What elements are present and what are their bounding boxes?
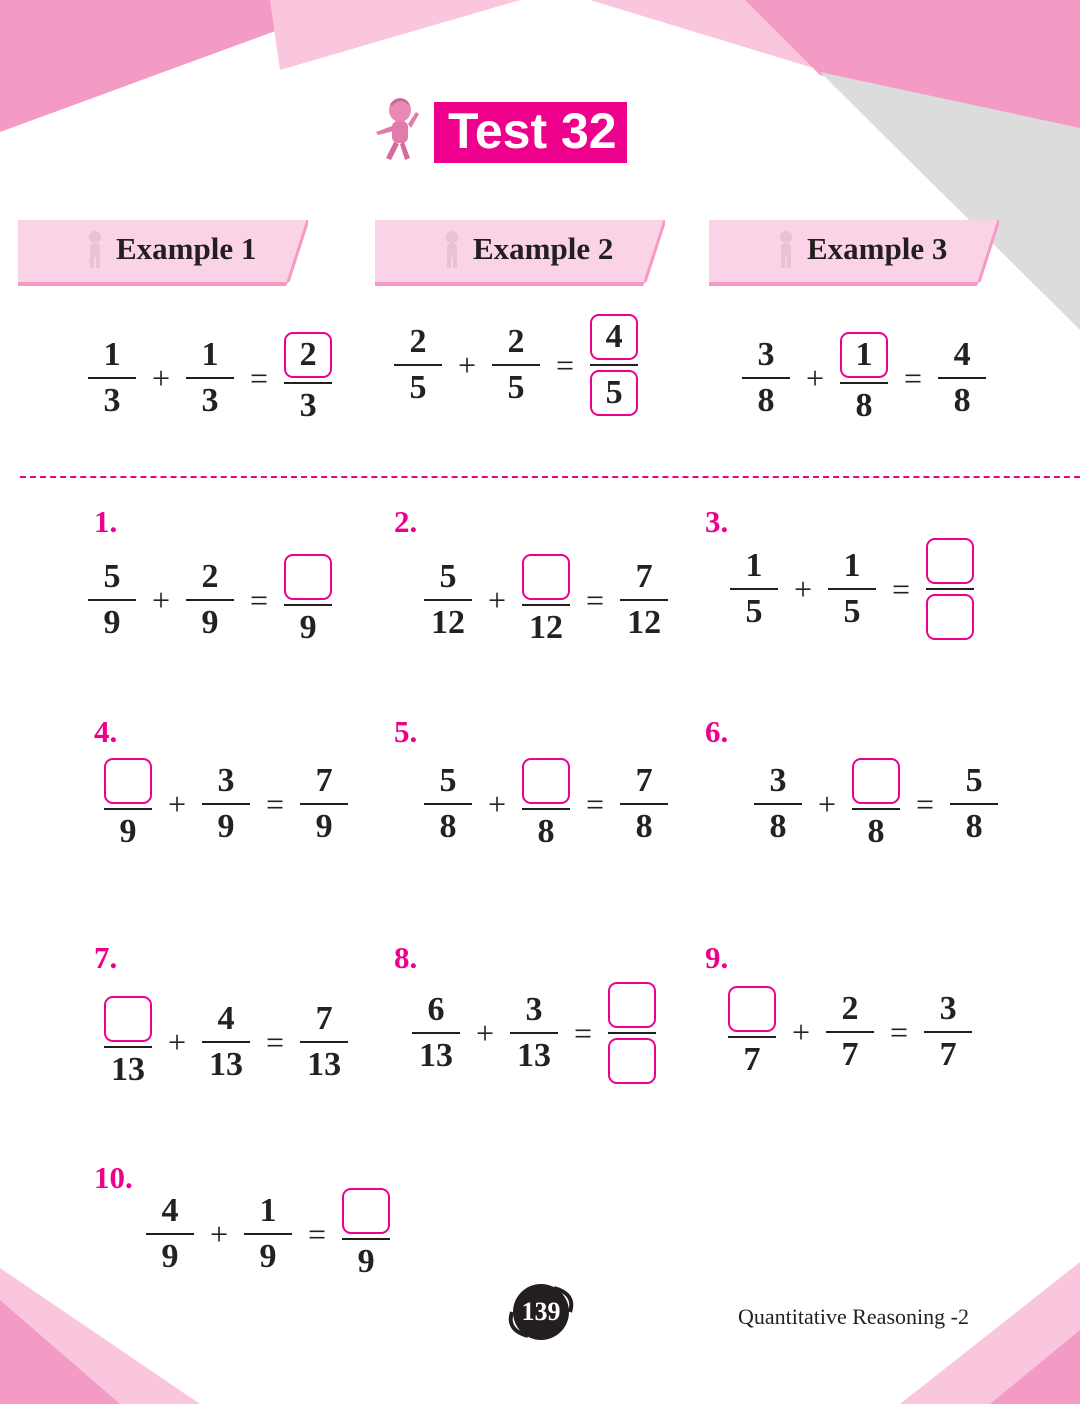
numerator: 4: [953, 336, 971, 373]
problem-equation-3: [730, 536, 974, 642]
fraction-bar: [202, 1041, 250, 1043]
fraction-bar: [950, 803, 998, 805]
fraction-bar: [424, 803, 472, 805]
fraction: [620, 761, 668, 847]
plus-sign: +: [792, 1013, 811, 1050]
numerator: 7: [635, 762, 653, 799]
fraction: [424, 557, 472, 643]
fraction: [852, 756, 900, 852]
fraction: [244, 1191, 292, 1277]
fraction: [284, 552, 332, 648]
equals-sign: =: [892, 570, 911, 607]
plus-sign: +: [210, 1215, 229, 1252]
answer-box: 1: [840, 332, 888, 378]
fraction: [394, 322, 442, 408]
denominator: 12: [529, 609, 564, 646]
denominator: 8: [867, 813, 885, 850]
denominator: 13: [517, 1037, 552, 1074]
equals-sign: =: [308, 1215, 327, 1252]
fraction-bar: [146, 1233, 194, 1235]
mascot-icon: [370, 96, 426, 168]
numerator: 5: [439, 762, 457, 799]
numerator: 1: [843, 547, 861, 584]
fraction: [590, 312, 638, 418]
page-title: Test 32: [434, 102, 627, 163]
numerator: 7: [315, 1000, 333, 1037]
fraction-bar: [284, 604, 332, 606]
denominator: 8: [537, 813, 555, 850]
example-equation-2: [394, 312, 638, 418]
answer-input-box[interactable]: [104, 758, 152, 804]
numerator: 1: [201, 336, 219, 373]
plus-sign: +: [476, 1014, 495, 1051]
numerator: 2: [201, 558, 219, 595]
fraction: [938, 335, 986, 421]
fraction-bar: [412, 1032, 460, 1034]
problem-equation-8: [412, 980, 656, 1086]
equals-sign: =: [250, 359, 269, 396]
fraction-bar: [186, 599, 234, 601]
numerator: 5: [965, 762, 983, 799]
fraction-bar: [300, 803, 348, 805]
footer-text: Quantitative Reasoning -2: [738, 1304, 969, 1329]
numerator: 7: [315, 762, 333, 799]
numerator: 1: [259, 1192, 277, 1229]
problem-number: 9.: [705, 940, 729, 975]
page-number: 139: [521, 1297, 561, 1326]
fraction: [730, 546, 778, 632]
problem-number: 2.: [394, 504, 418, 539]
denominator: 5: [507, 369, 525, 406]
example-label: Example 2: [473, 231, 614, 266]
denominator: 9: [119, 813, 137, 850]
denominator: 9: [299, 609, 317, 646]
fraction: [300, 999, 348, 1085]
fraction: [926, 536, 974, 642]
numerator: 3: [769, 762, 787, 799]
fraction-bar: [510, 1032, 558, 1034]
equals-sign: =: [586, 581, 605, 618]
numerator: 3: [757, 336, 775, 373]
fraction-bar: [852, 808, 900, 810]
fraction-bar: [186, 377, 234, 379]
denominator: 9: [201, 604, 219, 641]
numerator: 2: [409, 323, 427, 360]
page-number-badge: [506, 1282, 576, 1342]
problem-number: 4.: [94, 714, 118, 749]
problem-number: 5.: [394, 714, 418, 749]
problem-number: 10.: [94, 1160, 133, 1195]
numerator: 3: [939, 990, 957, 1027]
fraction-bar: [620, 803, 668, 805]
problem-number: 7.: [94, 940, 118, 975]
plus-sign: +: [168, 785, 187, 822]
fraction-bar: [924, 1031, 972, 1033]
fraction-bar: [938, 377, 986, 379]
answer-input-box[interactable]: [284, 554, 332, 600]
answer-input-box[interactable]: [522, 758, 570, 804]
answer-input-box[interactable]: [522, 554, 570, 600]
fraction: [146, 1191, 194, 1277]
numerator: 1: [103, 336, 121, 373]
fraction: [186, 335, 234, 421]
numerator: 2: [507, 323, 525, 360]
fraction: [300, 761, 348, 847]
fraction-bar: [284, 382, 332, 384]
denominator: 7: [743, 1041, 761, 1078]
denominator: 8: [965, 808, 983, 845]
fraction: [522, 756, 570, 852]
denominator: 8: [757, 382, 775, 419]
fraction-bar: [300, 1041, 348, 1043]
denominator: 13: [307, 1046, 342, 1083]
fraction: [284, 330, 332, 426]
fraction-bar: [620, 599, 668, 601]
denominator: 9: [161, 1238, 179, 1275]
fraction: [840, 330, 888, 426]
denominator: 5: [843, 593, 861, 630]
plus-sign: +: [488, 581, 507, 618]
fraction: [620, 557, 668, 643]
equals-sign: =: [574, 1014, 593, 1051]
fraction-bar: [728, 1036, 776, 1038]
equals-sign: =: [904, 359, 923, 396]
fraction-bar: [590, 364, 638, 366]
denominator: 9: [315, 808, 333, 845]
problem-equation-4: [104, 756, 348, 852]
denominator: 13: [111, 1051, 145, 1088]
fraction-bar: [926, 588, 974, 590]
title-area: [370, 92, 627, 172]
fraction-bar: [828, 588, 876, 590]
equals-sign: =: [556, 346, 575, 383]
problem-equation-5: [424, 756, 668, 852]
answer-input-box[interactable]: [342, 1188, 390, 1234]
fraction: [826, 989, 874, 1075]
mascot-icon: [441, 230, 463, 270]
denominator: 7: [841, 1036, 859, 1073]
plus-sign: +: [794, 570, 813, 607]
fraction: [202, 761, 250, 847]
denominator: 12: [431, 604, 465, 641]
answer-input-box[interactable]: [608, 1038, 656, 1084]
answer-box: 2: [284, 332, 332, 378]
mascot-icon: [84, 230, 106, 270]
fraction-bar: [742, 377, 790, 379]
numerator: 4: [217, 1000, 235, 1037]
fraction-bar: [754, 803, 802, 805]
fraction-bar: [522, 808, 570, 810]
fraction: [754, 761, 802, 847]
plus-sign: +: [806, 359, 825, 396]
fraction: [104, 756, 152, 852]
numerator: 2: [841, 990, 859, 1027]
equals-sign: =: [586, 785, 605, 822]
plus-sign: +: [488, 785, 507, 822]
fraction: [924, 989, 972, 1075]
plus-sign: +: [152, 359, 171, 396]
denominator: 3: [299, 387, 317, 424]
mascot-icon: [775, 230, 797, 270]
fraction-bar: [522, 604, 570, 606]
answer-input-box[interactable]: [852, 758, 900, 804]
example-banner-3: [709, 220, 999, 286]
fraction: [950, 761, 998, 847]
fraction: [412, 990, 460, 1076]
fraction-bar: [608, 1032, 656, 1034]
denominator: 7: [939, 1036, 957, 1073]
equals-sign: =: [250, 581, 269, 618]
fraction-bar: [394, 364, 442, 366]
fraction: [88, 557, 136, 643]
plus-sign: +: [152, 581, 171, 618]
numerator: 7: [635, 558, 653, 595]
denominator: 5: [409, 369, 427, 406]
answer-input-box[interactable]: [104, 996, 152, 1042]
fraction-bar: [88, 377, 136, 379]
denominator: 13: [209, 1046, 244, 1083]
fraction: [510, 990, 558, 1076]
plus-sign: +: [818, 785, 837, 822]
fraction: [342, 1186, 390, 1282]
fraction-bar: [840, 382, 888, 384]
answer-input-box[interactable]: [728, 986, 776, 1032]
answer-input-box[interactable]: [926, 538, 974, 584]
fraction-bar: [492, 364, 540, 366]
denominator: 9: [103, 604, 121, 641]
denominator: 5: [745, 593, 763, 630]
problem-equation-7: [104, 994, 348, 1090]
denominator: 13: [419, 1037, 453, 1074]
problem-equation-1: [88, 552, 332, 648]
fraction-bar: [826, 1031, 874, 1033]
example-banner-2: [375, 220, 665, 286]
fraction: [202, 999, 250, 1085]
problem-number: 6.: [705, 714, 729, 749]
numerator: 3: [525, 991, 543, 1028]
denominator: 8: [855, 387, 873, 424]
answer-box: 5: [590, 370, 638, 416]
fraction: [88, 335, 136, 421]
fraction-bar: [424, 599, 472, 601]
plus-sign: +: [458, 346, 477, 383]
fraction: [608, 980, 656, 1086]
numerator: 5: [103, 558, 121, 595]
fraction: [742, 335, 790, 421]
answer-box: 4: [590, 314, 638, 360]
example-label: Example 3: [807, 231, 948, 266]
problem-equation-6: [754, 756, 998, 852]
fraction: [104, 994, 152, 1090]
answer-input-box[interactable]: [608, 982, 656, 1028]
fraction-bar: [730, 588, 778, 590]
section-divider: [20, 476, 1080, 478]
problem-equation-2: [424, 552, 668, 648]
denominator: 8: [953, 382, 971, 419]
fraction-bar: [202, 803, 250, 805]
denominator: 8: [769, 808, 787, 845]
fraction-bar: [88, 599, 136, 601]
numerator: 1: [745, 547, 763, 584]
numerator: 3: [217, 762, 235, 799]
equals-sign: =: [266, 785, 285, 822]
plus-sign: +: [168, 1023, 187, 1060]
fraction: [728, 984, 776, 1080]
denominator: 9: [217, 808, 235, 845]
fraction: [492, 322, 540, 408]
answer-input-box[interactable]: [926, 594, 974, 640]
denominator: 8: [635, 808, 653, 845]
problem-equation-10: [146, 1186, 390, 1282]
denominator: 9: [357, 1243, 375, 1280]
denominator: 3: [201, 382, 219, 419]
numerator: 5: [439, 558, 457, 595]
example-label: Example 1: [116, 231, 257, 266]
numerator: 6: [427, 991, 445, 1028]
example-banner-1: [18, 220, 308, 286]
problem-equation-9: [728, 984, 972, 1080]
denominator: 12: [627, 604, 662, 641]
equals-sign: =: [266, 1023, 285, 1060]
fraction-bar: [104, 808, 152, 810]
problem-number: 3.: [705, 504, 729, 539]
numerator: 4: [161, 1192, 179, 1229]
fraction-bar: [244, 1233, 292, 1235]
example-equation-3: [742, 330, 986, 426]
denominator: 8: [439, 808, 457, 845]
fraction-bar: [342, 1238, 390, 1240]
problem-number: 8.: [394, 940, 418, 975]
fraction: [424, 761, 472, 847]
denominator: 9: [259, 1238, 277, 1275]
fraction: [828, 546, 876, 632]
fraction: [186, 557, 234, 643]
example-equation-1: [88, 330, 332, 426]
denominator: 3: [103, 382, 121, 419]
equals-sign: =: [890, 1013, 909, 1050]
fraction: [522, 552, 570, 648]
fraction-bar: [104, 1046, 152, 1048]
problem-number: 1.: [94, 504, 118, 539]
equals-sign: =: [916, 785, 935, 822]
